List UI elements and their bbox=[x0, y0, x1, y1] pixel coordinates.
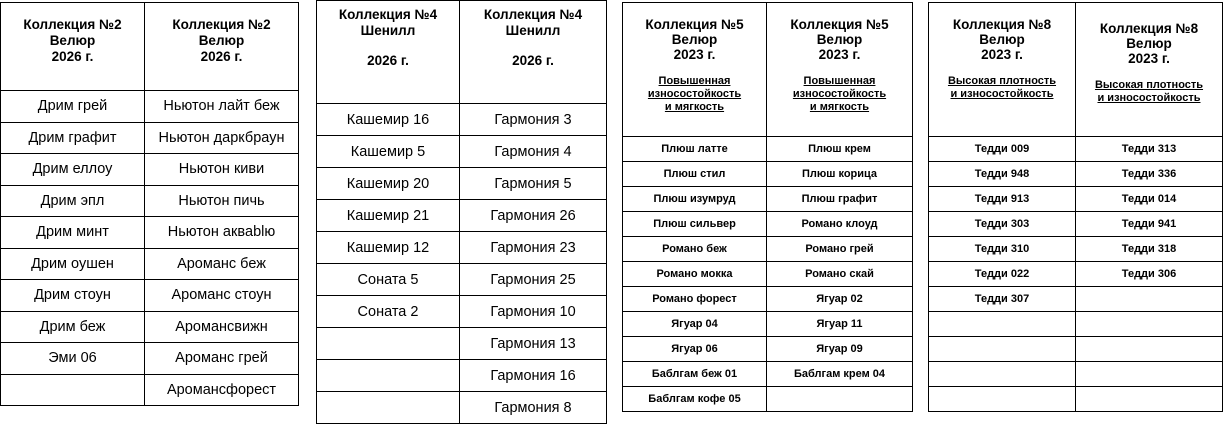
table-row bbox=[929, 287, 1223, 312]
table-row bbox=[623, 137, 913, 162]
table-cell: Гармония 16 bbox=[460, 360, 607, 392]
table-cell: Кашемир 16 bbox=[317, 104, 460, 136]
table-cell: Гармония 5 bbox=[460, 168, 607, 200]
table-cell: Романо беж bbox=[623, 237, 767, 262]
table-row bbox=[317, 232, 607, 264]
table-row bbox=[1, 122, 299, 154]
collection-2-table bbox=[0, 2, 299, 406]
header-subtitle bbox=[1076, 79, 1222, 105]
table-row bbox=[1, 91, 299, 123]
table-cell: Ароманс беж bbox=[145, 248, 299, 280]
header-subtitle-line: Повышенная bbox=[658, 75, 731, 87]
table-cell: Аромансвижн bbox=[145, 311, 299, 343]
table-row bbox=[1, 185, 299, 217]
table-row bbox=[623, 237, 913, 262]
table-cell: Дрим минт bbox=[1, 217, 145, 249]
table-cell: Тедди 941 bbox=[1076, 212, 1223, 237]
collection-2-header-left bbox=[1, 3, 145, 91]
table-cell bbox=[929, 337, 1076, 362]
table-cell: Ароманс грей bbox=[145, 343, 299, 375]
header-line: Коллекция №5 bbox=[790, 17, 889, 32]
table-cell: Ягуар 09 bbox=[767, 337, 913, 362]
table-cell: Кашемир 12 bbox=[317, 232, 460, 264]
table-cell bbox=[929, 362, 1076, 387]
header-line: Коллекция №2 bbox=[172, 17, 271, 32]
table-cell bbox=[1076, 362, 1223, 387]
collection-5-header-right bbox=[767, 3, 913, 137]
header-line: Велюр bbox=[1126, 36, 1172, 51]
table-cell: Плюш сильвер bbox=[623, 212, 767, 237]
header-line: Велюр bbox=[979, 32, 1025, 47]
table-row bbox=[929, 387, 1223, 412]
table-cell: Ягуар 04 bbox=[623, 312, 767, 337]
collection-4-header-left bbox=[317, 1, 460, 104]
table-row bbox=[1, 154, 299, 186]
header-subtitle-line: износостойкость bbox=[792, 88, 887, 100]
collection-2-header-right bbox=[145, 3, 299, 91]
table-cell: Кашемир 5 bbox=[317, 136, 460, 168]
table-row bbox=[929, 237, 1223, 262]
header-line: Велюр bbox=[198, 33, 245, 48]
table-cell: Гармония 25 bbox=[460, 264, 607, 296]
table-cell: Кашемир 21 bbox=[317, 200, 460, 232]
header-line: 2026 г. bbox=[367, 53, 409, 68]
table-cell: Ягуар 06 bbox=[623, 337, 767, 362]
header-line: 2023 г. bbox=[818, 47, 861, 62]
header-line: 2023 г. bbox=[1128, 51, 1170, 66]
table-row bbox=[317, 360, 607, 392]
table-row bbox=[623, 337, 913, 362]
table-cell: Романо грей bbox=[767, 237, 913, 262]
table-row bbox=[317, 168, 607, 200]
table-cell: Тедди 022 bbox=[929, 262, 1076, 287]
header-line: Шенилл bbox=[505, 23, 561, 38]
header-subtitle-line: и износостойкость bbox=[950, 88, 1054, 100]
table-cell: Ньютон лайт беж bbox=[145, 91, 299, 123]
table-cell bbox=[929, 387, 1076, 412]
table-cell: Тедди 336 bbox=[1076, 162, 1223, 187]
table-cell: Плюш корица bbox=[767, 162, 913, 187]
table-row bbox=[1, 343, 299, 375]
header-line: Коллекция №4 bbox=[338, 7, 438, 22]
header-line: Шенилл bbox=[360, 23, 416, 38]
table-row bbox=[929, 187, 1223, 212]
table-cell: Ягуар 02 bbox=[767, 287, 913, 312]
table-cell: Тедди 014 bbox=[1076, 187, 1223, 212]
table-row bbox=[929, 137, 1223, 162]
table-row bbox=[929, 162, 1223, 187]
table-cell: Тедди 318 bbox=[1076, 237, 1223, 262]
table-cell: Плюш латте bbox=[623, 137, 767, 162]
table-cell: Баблгам кофе 05 bbox=[623, 387, 767, 412]
table-row bbox=[623, 287, 913, 312]
table-row bbox=[623, 187, 913, 212]
collection-8-header-right bbox=[1076, 3, 1223, 137]
table-cell: Дрим оушен bbox=[1, 248, 145, 280]
collection-5-table bbox=[622, 2, 913, 412]
header-subtitle bbox=[929, 75, 1075, 101]
header-line: Коллекция №8 bbox=[1099, 21, 1199, 36]
table-cell: Гармония 26 bbox=[460, 200, 607, 232]
table-cell: Аромансфорест bbox=[145, 374, 299, 406]
table-row bbox=[1, 280, 299, 312]
header-subtitle-line: Высокая плотность bbox=[1094, 79, 1204, 91]
table-row bbox=[623, 387, 913, 412]
table-cell: Тедди 913 bbox=[929, 187, 1076, 212]
table-cell: Плюш изумруд bbox=[623, 187, 767, 212]
table-cell: Тедди 948 bbox=[929, 162, 1076, 187]
table-cell: Гармония 8 bbox=[460, 392, 607, 424]
collection-5-header-left bbox=[623, 3, 767, 137]
table-cell bbox=[1076, 287, 1223, 312]
table-cell: Кашемир 20 bbox=[317, 168, 460, 200]
table-cell: Романо мокка bbox=[623, 262, 767, 287]
table-cell: Тедди 009 bbox=[929, 137, 1076, 162]
table-cell: Романо скай bbox=[767, 262, 913, 287]
header-line: Коллекция №2 bbox=[23, 17, 122, 32]
collection-8-header-left bbox=[929, 3, 1076, 137]
header-line: Велюр bbox=[671, 32, 718, 47]
header-subtitle bbox=[767, 75, 912, 114]
table-cell: Баблгам крем 04 bbox=[767, 362, 913, 387]
header-line: Коллекция №8 bbox=[952, 17, 1052, 32]
table-cell bbox=[317, 360, 460, 392]
table-row bbox=[623, 362, 913, 387]
header-line: 2026 г. bbox=[512, 53, 554, 68]
header-line: 2023 г. bbox=[673, 47, 716, 62]
header-line: 2026 г. bbox=[51, 49, 94, 64]
table-cell: Ньютон киви bbox=[145, 154, 299, 186]
table-cell: Плюш крем bbox=[767, 137, 913, 162]
table-row bbox=[929, 262, 1223, 287]
table-cell: Гармония 13 bbox=[460, 328, 607, 360]
table-cell bbox=[317, 392, 460, 424]
header-line: Коллекция №5 bbox=[645, 17, 744, 32]
table-cell: Гармония 4 bbox=[460, 136, 607, 168]
header-subtitle-line: Повышенная bbox=[803, 75, 876, 87]
collection-4-table bbox=[316, 0, 607, 424]
table-cell: Тедди 307 bbox=[929, 287, 1076, 312]
header-line: Велюр bbox=[816, 32, 863, 47]
table-row bbox=[623, 162, 913, 187]
table-cell: Дрим беж bbox=[1, 311, 145, 343]
table-cell: Гармония 10 bbox=[460, 296, 607, 328]
table-cell: Плюш стил bbox=[623, 162, 767, 187]
table-row bbox=[929, 212, 1223, 237]
table-row bbox=[317, 392, 607, 424]
table-cell: Ароманс стоун bbox=[145, 280, 299, 312]
table-cell: Ягуар 11 bbox=[767, 312, 913, 337]
table-row bbox=[623, 312, 913, 337]
table-cell: Тедди 310 bbox=[929, 237, 1076, 262]
collection-4-header-right bbox=[460, 1, 607, 104]
table-row bbox=[317, 104, 607, 136]
table-cell: Дрим стоун bbox=[1, 280, 145, 312]
table-cell: Ньютон пичь bbox=[145, 185, 299, 217]
table-row bbox=[317, 264, 607, 296]
header-subtitle-line: и мягкость bbox=[664, 101, 725, 113]
table-cell: Дрим еллоу bbox=[1, 154, 145, 186]
table-cell: Гармония 23 bbox=[460, 232, 607, 264]
table-row bbox=[317, 296, 607, 328]
header-subtitle-line: и износостойкость bbox=[1097, 92, 1201, 104]
table-cell: Гармония 3 bbox=[460, 104, 607, 136]
header-subtitle-line: и мягкость bbox=[809, 101, 870, 113]
table-cell: Ньютон даркбраун bbox=[145, 122, 299, 154]
table-row bbox=[929, 362, 1223, 387]
table-cell bbox=[767, 387, 913, 412]
header-subtitle bbox=[623, 75, 766, 114]
table-row bbox=[317, 200, 607, 232]
table-cell: Дрим эпл bbox=[1, 185, 145, 217]
table-row bbox=[929, 312, 1223, 337]
table-cell: Ньютон аквablю bbox=[145, 217, 299, 249]
table-cell: Соната 5 bbox=[317, 264, 460, 296]
header-subtitle-line: износостойкость bbox=[647, 88, 742, 100]
header-line: 2023 г. bbox=[981, 47, 1023, 62]
table-row bbox=[1, 217, 299, 249]
header-line: Велюр bbox=[49, 33, 96, 48]
table-cell bbox=[317, 328, 460, 360]
table-row bbox=[623, 212, 913, 237]
table-cell bbox=[1, 374, 145, 406]
table-cell: Дрим грей bbox=[1, 91, 145, 123]
collection-8-table bbox=[928, 2, 1223, 412]
header-subtitle-line: Высокая плотность bbox=[947, 75, 1057, 87]
table-cell bbox=[929, 312, 1076, 337]
table-cell: Тедди 313 bbox=[1076, 137, 1223, 162]
table-row bbox=[1, 248, 299, 280]
table-cell: Эми 06 bbox=[1, 343, 145, 375]
table-row bbox=[317, 136, 607, 168]
table-cell: Соната 2 bbox=[317, 296, 460, 328]
table-cell: Баблгам беж 01 bbox=[623, 362, 767, 387]
table-cell: Романо форест bbox=[623, 287, 767, 312]
table-row bbox=[1, 374, 299, 406]
table-cell bbox=[1076, 337, 1223, 362]
table-row bbox=[929, 337, 1223, 362]
table-cell bbox=[1076, 387, 1223, 412]
table-cell: Тедди 306 bbox=[1076, 262, 1223, 287]
table-row bbox=[1, 311, 299, 343]
table-cell: Романо клоуд bbox=[767, 212, 913, 237]
header-line: Коллекция №4 bbox=[483, 7, 583, 22]
table-row bbox=[317, 328, 607, 360]
table-cell: Тедди 303 bbox=[929, 212, 1076, 237]
header-line: 2026 г. bbox=[200, 49, 243, 64]
table-row bbox=[623, 262, 913, 287]
table-cell: Плюш графит bbox=[767, 187, 913, 212]
table-cell bbox=[1076, 312, 1223, 337]
table-cell: Дрим графит bbox=[1, 122, 145, 154]
